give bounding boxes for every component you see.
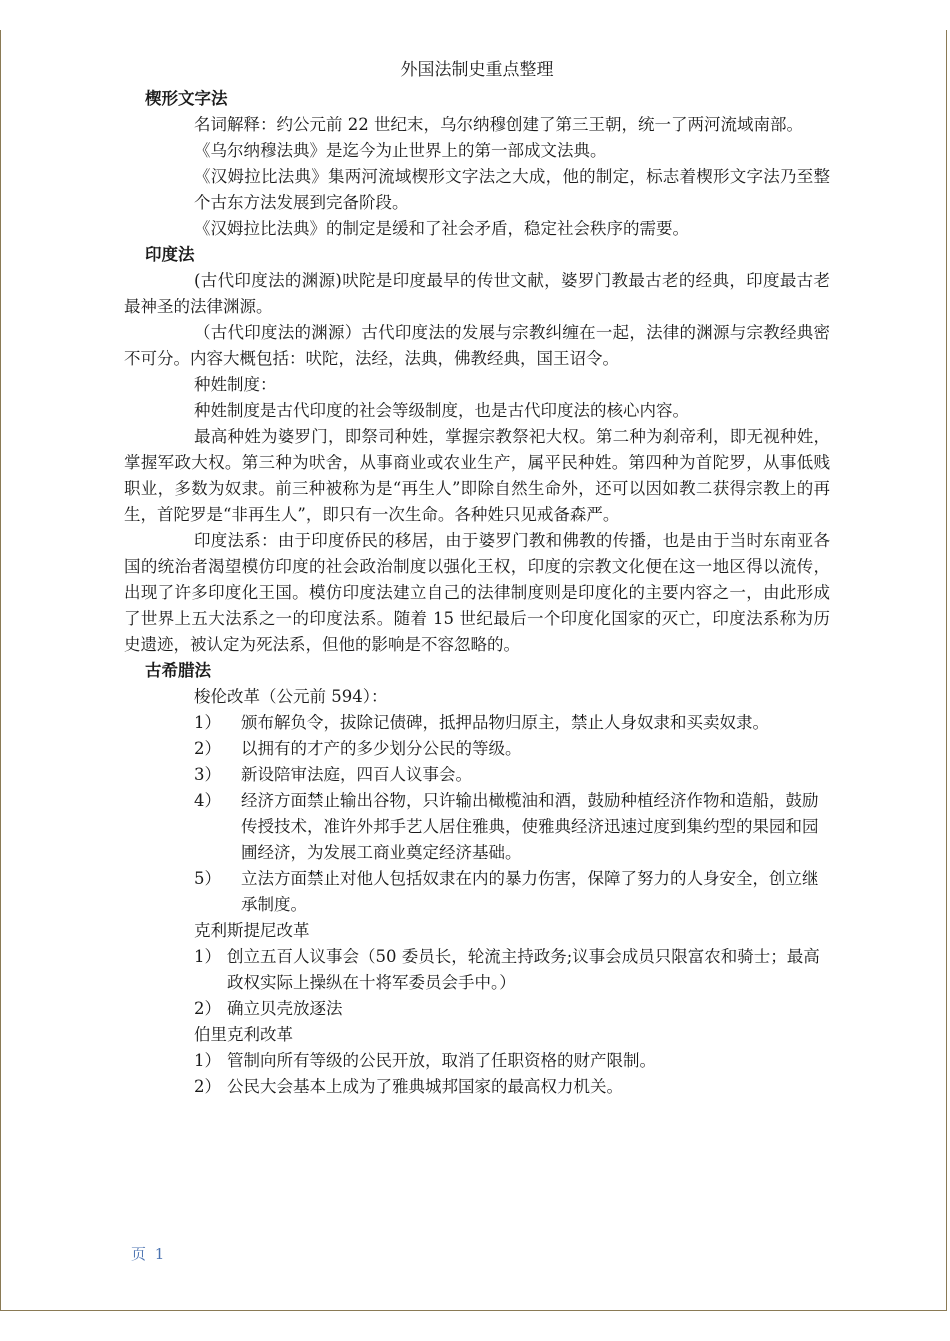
- section-heading-greece: 古希腊法: [145, 661, 211, 680]
- list-item: [124, 1074, 830, 1100]
- list-number: 5）: [194, 869, 221, 888]
- paragraph: 种姓制度：: [194, 375, 277, 394]
- list-text: 确立贝壳放逐法: [227, 999, 343, 1018]
- list-item: [124, 996, 830, 1022]
- list-item: [124, 944, 830, 996]
- list-item: [124, 1048, 830, 1074]
- subsection-title-cleisthenes: 克利斯提尼改革: [194, 921, 310, 940]
- paragraph: 《乌尔纳穆法典》是迄今为止世界上的第一部成文法典。: [194, 141, 607, 160]
- list-text: 颁布解负令，拔除记债碑，抵押品物归原主，禁止人身奴隶和买卖奴隶。: [241, 713, 769, 732]
- section-heading-cuneiform: 楔形文字法: [145, 89, 228, 108]
- list-item: [124, 788, 830, 866]
- paragraph: 最高种姓为婆罗门，即祭司种姓，掌握宗教祭祀大权。第二种为刹帝利，即无视种姓，掌握军政大权。第三种为吠舍，从事商业或农业生产，属平民种姓。第四种为首陀罗，从事低贱职业，多数为奴隶。前三种被称为是“再生人”即除自然生命外，还可以因如教二获得宗教上的再生，首陀罗是“非再生人”，即只有一次生命。各种姓只见戒备森严。: [124, 427, 830, 524]
- list-text: 立法方面禁止对他人包括奴隶在内的暴力伤害，保障了努力的人身安全，创立继承制度。: [241, 869, 819, 914]
- paragraph: 名词解释：约公元前 22 世纪末，乌尔纳穆创建了第三王朝，统一了两河流域南部。: [194, 115, 803, 134]
- page-number: 页 1: [131, 1245, 167, 1263]
- paragraph: (古代印度法的渊源)吠陀是印度最早的传世文献，婆罗门教最古老的经典，印度最古老最神圣的法律渊源。: [124, 271, 830, 316]
- section-heading-india: 印度法: [145, 245, 195, 264]
- list-text: 经济方面禁止输出谷物，只许输出橄榄油和酒，鼓励种植经济作物和造船，鼓励传授技术，准许外邦手艺人居住雅典，使雅典经济迅速过度到集约型的果园和园圃经济，为发展工商业奠定经济基础。: [241, 791, 819, 862]
- list-text: 以拥有的才产的多少划分公民的等级。: [241, 739, 522, 758]
- list-number: 2）: [194, 739, 221, 758]
- subsection-title-solon: 梭伦改革（公元前 594）：: [194, 687, 388, 706]
- list-text: 管制向所有等级的公民开放，取消了任职资格的财产限制。: [227, 1051, 656, 1070]
- list-item: [124, 736, 830, 762]
- list-text: 创立五百人议事会（50 委员长，轮流主持政务;议事会成员只限富农和骑士；最高政权实际上操纵在十将军委员会手中。）: [227, 947, 820, 992]
- list-item: [124, 866, 830, 918]
- list-item: [124, 710, 830, 736]
- document-title: 外国法制史重点整理: [400, 60, 554, 80]
- list-number: 1）: [194, 947, 221, 966]
- paragraph: 《汉姆拉比法典》的制定是缓和了社会矛盾，稳定社会秩序的需要。: [194, 219, 689, 238]
- list-item: [124, 762, 830, 788]
- list-number: 3）: [194, 765, 221, 784]
- paragraph: 印度法系：由于印度侨民的移居，由于婆罗门教和佛教的传播，也是由于当时东南亚各国的统治者渴望模仿印度的社会政治制度以强化王权，印度的宗教文化便在这一地区得以流传，出现了许多印度化王国。模仿印度法建立自己的法律制度则是印度化的主要内容之一，由此形成了世界上五大法系之一的印度法系。随着 15 世纪最后一个印度化国家的灭亡，印度法系称为历史遗迹，被认定为死法系，但他的影响是不容忽略的。: [124, 531, 830, 654]
- document-body: [124, 57, 830, 1100]
- list-number: 2）: [194, 999, 221, 1018]
- list-number: 4）: [194, 791, 221, 810]
- paragraph: （古代印度法的渊源）古代印度法的发展与宗教纠缠在一起，法律的渊源与宗教经典密不可分。内容大概包括：吠陀，法经，法典，佛教经典，国王诏令。: [124, 323, 830, 368]
- subsection-title-pericles: 伯里克利改革: [194, 1025, 293, 1044]
- paragraph: 种姓制度是古代印度的社会等级制度，也是古代印度法的核心内容。: [194, 401, 689, 420]
- paragraph: 《汉姆拉比法典》集两河流域楔形文字法之大成，他的制定，标志着楔形文字法乃至整个古东方法发展到完备阶段。: [194, 167, 830, 212]
- list-number: 1）: [194, 1051, 221, 1070]
- list-text: 新设陪审法庭，四百人议事会。: [241, 765, 472, 784]
- list-number: 1）: [194, 713, 221, 732]
- list-text: 公民大会基本上成为了雅典城邦国家的最高权力机关。: [227, 1077, 623, 1096]
- list-number: 2）: [194, 1077, 221, 1096]
